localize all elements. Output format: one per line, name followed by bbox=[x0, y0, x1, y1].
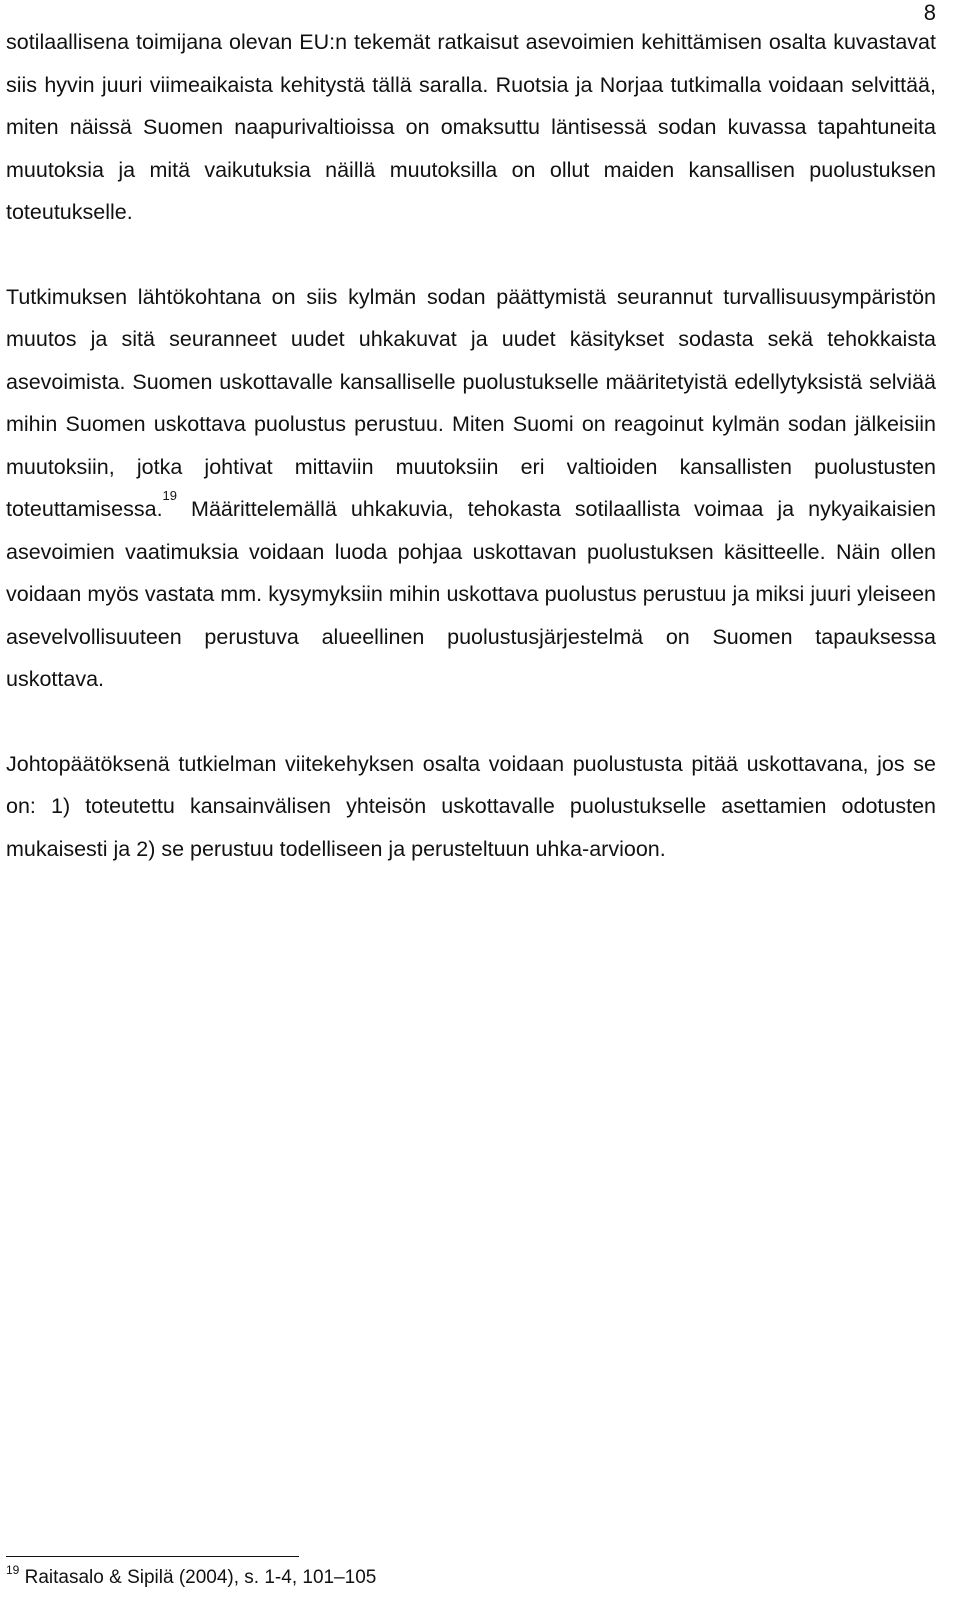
footnote-text: Raitasalo & Sipilä (2004), s. 1-4, 101–105 bbox=[19, 1567, 377, 1588]
footnote-separator bbox=[6, 1556, 299, 1557]
footnote bbox=[6, 1564, 376, 1592]
paragraph-3: Johtopäätöksenä tutkielman viitekehyksen osalta voidaan puolustusta pitää uskottavana, jos se on: 1) toteutettu kansainvälisen yhteisön uskottavalle puolustukselle asettamien odotusten mukaisesti ja 2) se perustuu todelliseen ja perusteltuun uhka-arvioon. bbox=[6, 751, 936, 861]
paragraph-1: sotilaallisena toimijana olevan EU:n tekemät ratkaisut asevoimien kehittämisen osalta kuvastavat siis hyvin juuri viimeaikaista kehitystä tällä saralla. Ruotsia ja Norjaa tutkimalla voidaan selvittää, miten näissä Suomen naapurivaltioissa on omaksuttu läntisessä sodan kuvassa tapahtuneita muutoksia ja mitä vaikutuksia näillä muutoksilla on ollut maiden kansallisen puolustuksen toteutukselle. bbox=[6, 30, 936, 224]
paragraph-2-text-b: Määrittelemällä uhkakuvia, tehokasta sotilaallista voimaa ja nykyaikaisien asevoimien vaatimuksia voidaan luoda pohjaa uskottavan puolustuksen käsitteelle. Näin ollen voidaan myös vastata mm. kysymyksiin mihin uskottava puolustus perustuu ja miksi juuri yleiseen asevelvollisuuteen perustuva alueellinen puolustusjärjestelmä on Suomen tapauksessa uskottava. bbox=[6, 497, 936, 691]
paragraph-2-text-a: Tutkimuksen lähtökohtana on siis kylmän sodan päättymistä seurannut turvallisuusympäristön muutos ja sitä seuranneet uudet uhkakuvat ja uudet käsitykset sodasta sekä tehokkaista asevoimista. Suomen uskottavalle kansalliselle puolustukselle määritetyistä edellytyksistä selviää mihin Suomen uskottava puolustus perustuu. Miten Suomi on reagoinut kylmän sodan jälkeisiin muutoksiin, jotka johtivat mittaviin muutoksiin eri valtioiden kansallisten puolustusten toteuttamisessa. bbox=[6, 284, 936, 521]
footnote-reference: 19 bbox=[162, 488, 178, 503]
footnote-number: 19 bbox=[6, 1563, 20, 1577]
page-number: 8 bbox=[923, 0, 936, 25]
body-text bbox=[6, 21, 936, 870]
paragraph-2 bbox=[6, 276, 936, 701]
